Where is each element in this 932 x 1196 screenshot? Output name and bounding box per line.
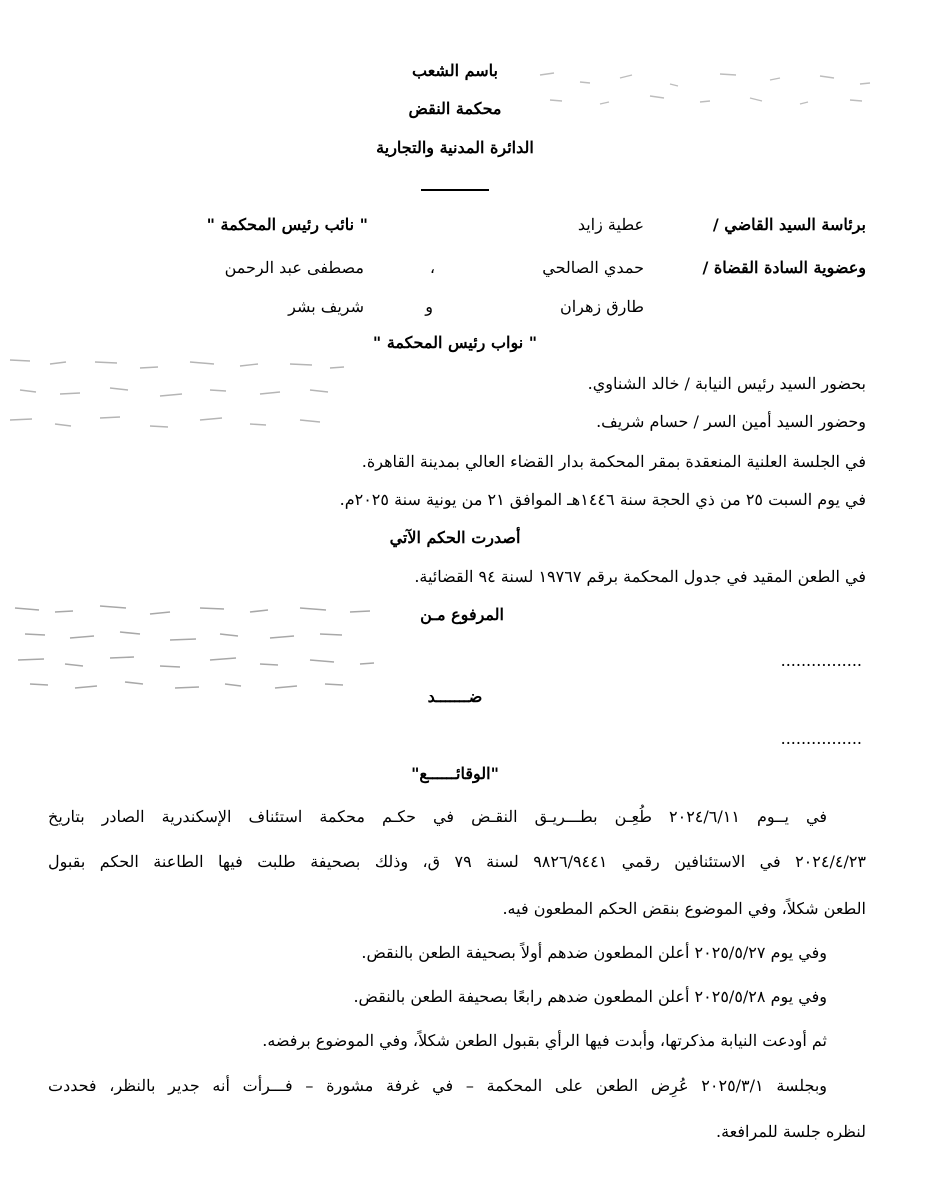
redaction-noise-top xyxy=(520,60,900,120)
filed-by-label: المرفوع مـن xyxy=(420,605,504,624)
header-people: باسم الشعب xyxy=(412,61,498,80)
verdict-heading: أصدرت الحكم الآتي xyxy=(389,528,521,547)
appellant-placeholder: ................ xyxy=(780,651,862,670)
presided-title: " نائب رئيس المحكمة " xyxy=(206,215,368,234)
member-4: شريف بشر xyxy=(288,297,364,316)
prosecution-line: بحضور السيد رئيس النيابة / خالد الشناوي. xyxy=(587,374,866,393)
facts-para1-line3: الطعن شكلاً، وفي الموضوع بنقض الحكم المطعون فيه. xyxy=(502,899,866,918)
facts-para3: وفي يوم ٢٠٢٥/٥/٢٨ أعلن المطعون ضدهم رابعًا بصحيفة الطعن بالنقض. xyxy=(353,987,827,1006)
appeal-line: في الطعن المقيد في جدول المحكمة برقم ١٩٧٦٧ لسنة ٩٤ القضائية. xyxy=(414,567,866,586)
against-label: ضـــــــد xyxy=(427,687,483,706)
member-3: طارق زهران xyxy=(559,297,644,316)
presided-label: برئاسة السيد القاضي / xyxy=(712,215,866,234)
redaction-noise-middle xyxy=(10,598,390,698)
presided-name: عطية زايد xyxy=(577,215,644,234)
facts-para5-line2: لنظره جلسة للمرافعة. xyxy=(716,1122,866,1141)
members-title: " نواب رئيس المحكمة " xyxy=(372,333,538,352)
header-divider xyxy=(421,189,489,191)
member-2: مصطفى عبد الرحمن xyxy=(224,258,364,277)
session-line: في الجلسة العلنية المنعقدة بمقر المحكمة بدار القضاء العالي بمدينة القاهرة. xyxy=(361,452,866,471)
facts-para2: وفي يوم ٢٠٢٥/٥/٢٧ أعلن المطعون ضدهم أولاً بصحيفة الطعن بالنقض. xyxy=(361,943,827,962)
date-line: في يوم السبت ٢٥ من ذي الحجة سنة ١٤٤٦هـ الموافق ٢١ من يونية سنة ٢٠٢٥م. xyxy=(339,490,866,509)
members-label: وعضوية السادة القضاة / xyxy=(702,258,866,277)
facts-para4: ثم أودعت النيابة مذكرتها، وأبدت فيها الرأي بقبول الطعن شكلاً، وفي الموضوع برفضه. xyxy=(262,1031,827,1050)
header-court: محكمة النقض xyxy=(408,99,502,118)
facts-heading: "الوقائــــــع" xyxy=(411,764,499,783)
redaction-noise-left xyxy=(0,350,360,440)
and-separator: و xyxy=(425,297,433,316)
facts-para5-line1: وبجلسة ٢٠٢٥/٣/١ عُرِض الطعن على المحكمة – في غرفة مشورة – فـــرأت أنه جدير بالنظر، فحددت xyxy=(48,1076,827,1095)
facts-para1-line2: ٢٠٢٤/٤/٢٣ في الاستئنافين رقمي ٩٨٢٦/٩٤٤١ لسنة ٧٩ ق، وذلك بصحيفة طلبت فيها الطاعنة الحكم بقبول xyxy=(48,852,867,871)
respondent-placeholder: ................ xyxy=(780,729,862,748)
comma-separator: ، xyxy=(429,258,435,277)
member-1: حمدي الصالحي xyxy=(542,258,644,277)
header-circuit: الدائرة المدنية والتجارية xyxy=(376,138,534,157)
facts-para1-line1: في يــوم ٢٠٢٤/٦/١١ طُعِـن بطـــريـق النقـض في حكـم محكمة استئناف الإسكندرية الصادر بتاريخ xyxy=(48,807,828,826)
secretary-line: وحضور السيد أمين السر / حسام شريف. xyxy=(596,412,866,431)
